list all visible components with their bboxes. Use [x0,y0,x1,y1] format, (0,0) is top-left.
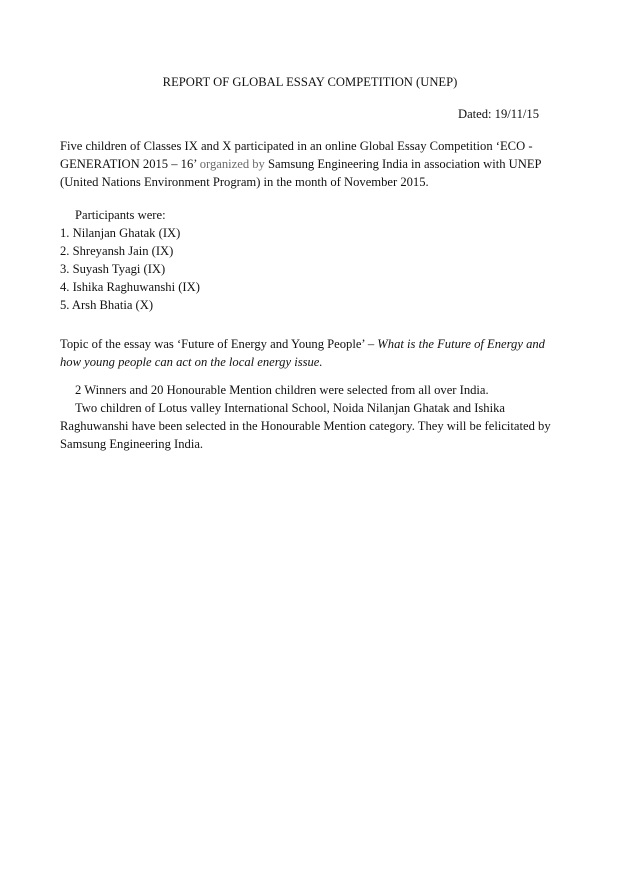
topic-text: Topic of the essay was ‘Future of Energy and Young People’ – [60,337,375,351]
participants-section [60,206,540,314]
participant-item: 5. Arsh Bhatia (X) [60,298,154,312]
participant-item: 2. Shreyansh Jain (IX) [60,244,174,258]
topic-paragraph [60,335,560,371]
intro-text-1: Five children of Classes IX and X participated in an online Global Essay Competition ‘ECO - GENERATION 2015 – 16’ [60,139,533,171]
topic-question: What is the Future of Energy and how young people can act on the local energy issue. [60,337,545,369]
participants-list [60,224,540,314]
results-paragraph [60,381,560,453]
results-line-2: Two children of Lotus valley International School, Noida Nilanjan Ghatak and Ishika Raghuwanshi have been selected in the Honourable Mention category. They will be felicitated by Samsung Engineering India. [60,401,551,451]
participant-item: 3. Suyash Tyagi (IX) [60,262,166,276]
intro-paragraph [60,137,560,191]
report-title: REPORT OF GLOBAL ESSAY COMPETITION (UNEP) [162,75,458,89]
participant-item: 4. Ishika Raghuwanshi (IX) [60,280,200,294]
report-date: Dated: 19/11/15 [457,107,539,121]
results-line-1: 2 Winners and 20 Honourable Mention children were selected from all over India. [75,383,489,397]
intro-text-3: Samsung Engineering India in association with UNEP (United Nations Environment Program) in the month of November 2015. [60,157,542,189]
participant-item: 1. Nilanjan Ghatak (IX) [60,226,181,240]
participants-heading: Participants were: [75,208,166,222]
intro-text-2: organized by [196,157,265,171]
